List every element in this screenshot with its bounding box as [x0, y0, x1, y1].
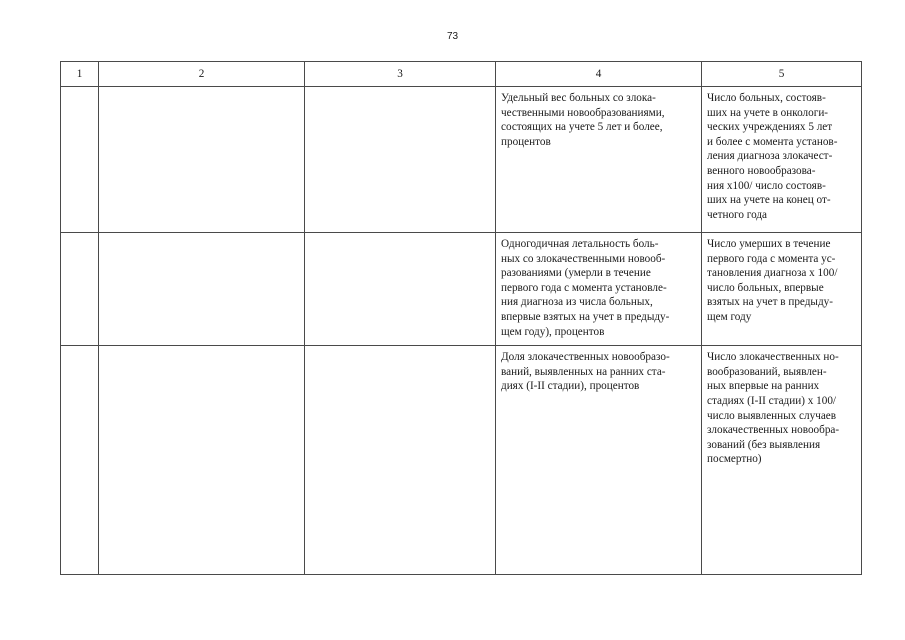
indicator-line: ния диагноза из числа больных, — [501, 296, 653, 309]
indicator-cell — [496, 233, 702, 346]
formula-line: вообразований, выявлен- — [707, 365, 827, 378]
cell-col1 — [61, 346, 99, 575]
formula-line: щем году — [707, 310, 752, 323]
indicator-line: чественными новообразованиями, — [501, 106, 665, 119]
formula-line: зований (без выявления — [707, 438, 821, 451]
indicator-line: Доля злокачественных новообразо- — [501, 351, 670, 364]
formula-line: Число больных, состояв- — [707, 92, 826, 104]
formula-line: ных впервые на ранних — [707, 380, 820, 393]
indicator-line: ных со злокачественными новооб- — [501, 252, 666, 265]
cell-col3 — [305, 233, 496, 346]
column-header-2: 2 — [99, 62, 305, 87]
column-header-4: 4 — [496, 62, 702, 87]
formula-line: взятых на учет в предыду- — [707, 296, 833, 309]
column-header-1: 1 — [61, 62, 99, 87]
cell-col3 — [305, 87, 496, 233]
formula-line: число больных, впервые — [707, 281, 824, 294]
indicator-line: ваний, выявленных на ранних ста- — [501, 365, 666, 378]
indicator-line: разованиями (умерли в течение — [501, 267, 651, 280]
formula-line: ших на учете в онкологи- — [707, 106, 829, 119]
formula-line: число выявленных случаев — [707, 409, 837, 422]
indicator-cell — [496, 87, 702, 233]
cell-col2 — [99, 87, 305, 233]
indicator-line: диях (I-II стадии), процентов — [501, 380, 640, 393]
formula-line: Число злокачественных но- — [707, 351, 839, 364]
cell-col1 — [61, 233, 99, 346]
formula-line: ческих учреждениях 5 лет — [707, 121, 833, 134]
indicator-line: щем году), процентов — [501, 325, 605, 338]
formula-line: венного новообразова- — [707, 164, 816, 177]
indicator-line: процентов — [501, 135, 551, 148]
cell-col2 — [99, 346, 305, 575]
table-row — [61, 346, 862, 575]
indicator-line: состоящих на учете 5 лет и более, — [501, 121, 663, 134]
formula-line: стадиях (I-II стадии) х 100/ — [707, 394, 837, 407]
table-header-row — [61, 62, 862, 87]
cell-col1 — [61, 87, 99, 233]
formula-cell — [702, 346, 862, 575]
table-row — [61, 233, 862, 346]
column-header-3: 3 — [305, 62, 496, 87]
table-row — [61, 87, 862, 233]
formula-line: и более с момента установ- — [707, 135, 838, 148]
page-number: 73 — [446, 31, 459, 42]
cell-col2 — [99, 233, 305, 346]
formula-cell — [702, 233, 862, 346]
formula-line: тановления диагноза х 100/ — [707, 267, 838, 280]
formula-line: ния х100/ число состояв- — [707, 179, 826, 192]
indicator-line: впервые взятых на учет в предыду- — [501, 310, 670, 323]
indicator-line: Одногодичная летальность боль- — [501, 238, 659, 250]
formula-cell — [702, 87, 862, 233]
column-header-5: 5 — [702, 62, 862, 87]
formula-line: четного года — [707, 208, 768, 221]
formula-line: Число умерших в течение — [707, 238, 831, 250]
cell-col3 — [305, 346, 496, 575]
indicator-cell — [496, 346, 702, 575]
document-table — [60, 61, 862, 575]
indicator-line: Удельный вес больных со злока- — [501, 92, 656, 104]
indicator-line: первого года с момента установле- — [501, 281, 667, 294]
formula-line: злокачественных новообра- — [707, 424, 840, 437]
formula-line: ления диагноза злокачест- — [707, 150, 833, 163]
formula-line: ших на учете на конец от- — [707, 194, 831, 207]
formula-line: посмертно) — [707, 453, 762, 466]
formula-line: первого года с момента ус- — [707, 252, 836, 265]
